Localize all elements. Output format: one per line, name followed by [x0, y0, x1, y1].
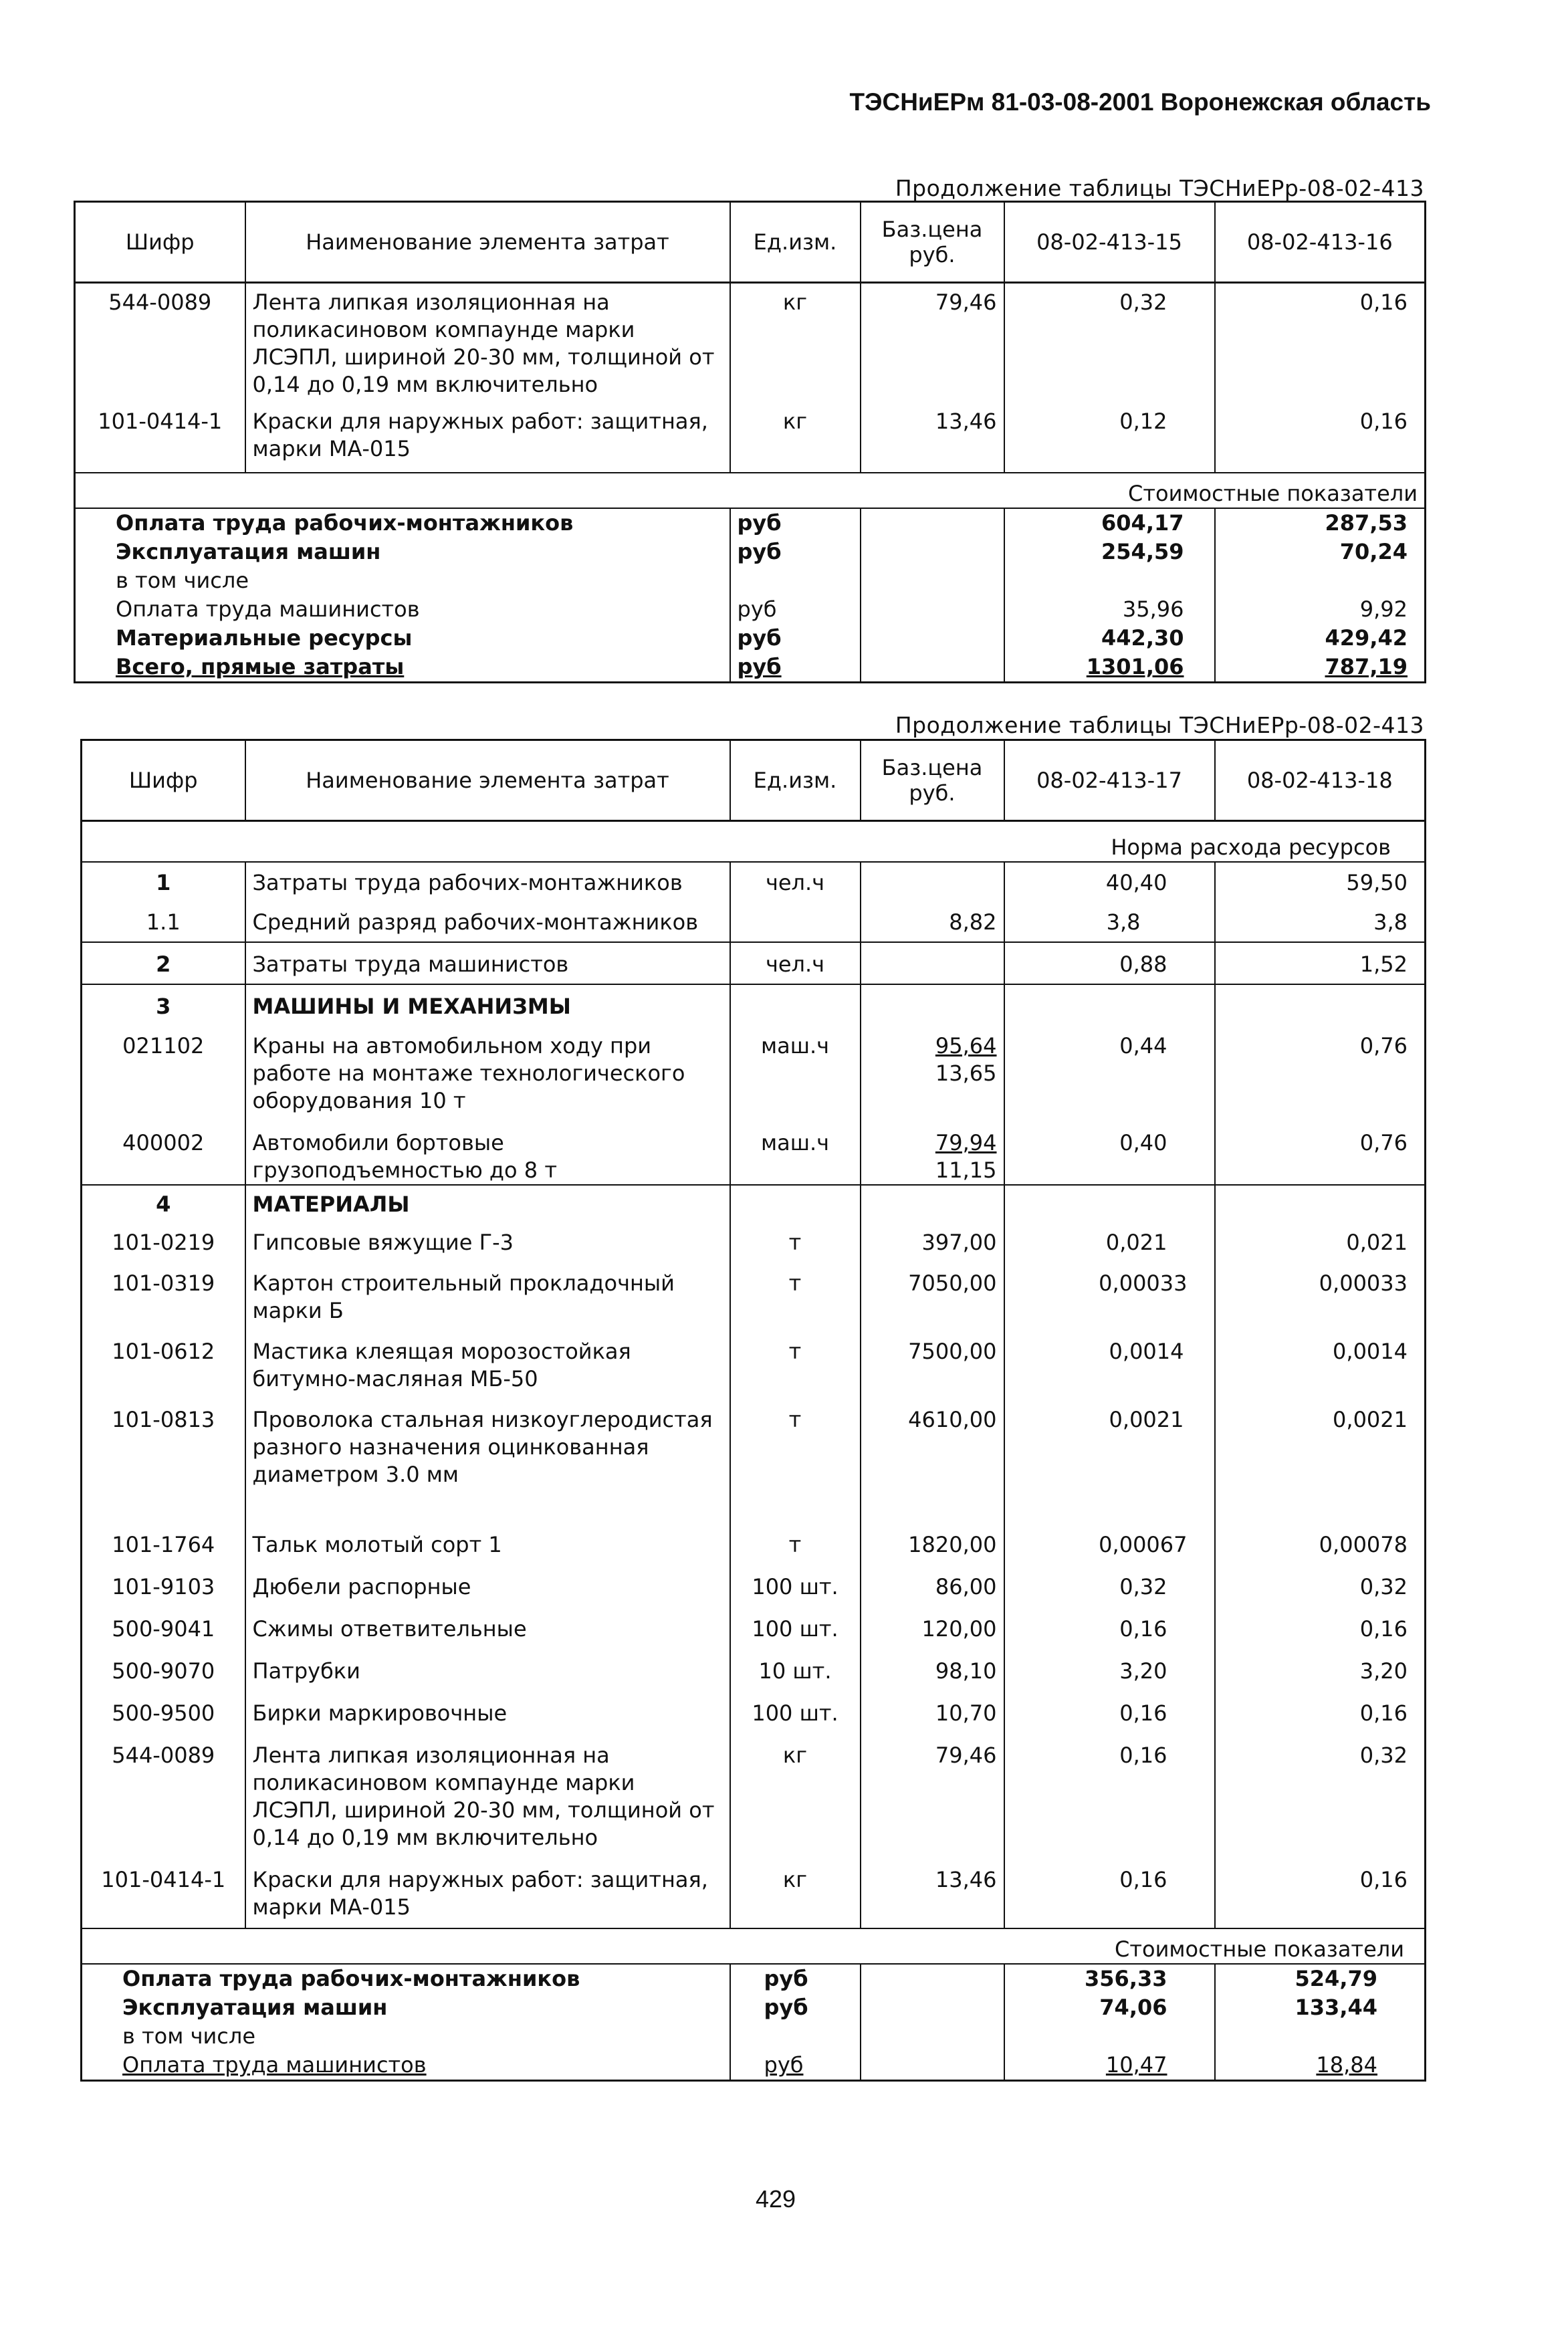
table-row: 3 МАШИНЫ И МЕХАНИЗМЫ: [82, 984, 1426, 1020]
summary-row: Эксплуатация машин руб 254,59 70,24: [75, 538, 1426, 566]
table-row: 500-9070 Патрубки 10 шт. 98,10 3,20 3,20: [82, 1643, 1426, 1685]
table-header-row: [75, 202, 1426, 283]
summary-row: Оплата труда рабочих-монтажников руб 604,17 287,53: [75, 508, 1426, 538]
table-row: 400002 Автомобили бортовые грузоподъемностью до 8 т маш.ч 79,94 11,15 0,40 0,76: [82, 1115, 1426, 1185]
table-row: 544-0089 Лента липкая изоляционная на поликасиновом компаунде марки ЛСЭПЛ, шириной 20-30 мм, толщиной от 0,14 до 0,19 мм включительно кг 79,46 0,16 0,32: [82, 1727, 1426, 1852]
page-title: ТЭСНиЕРм 81-03-08-2001 Воронежская область: [849, 88, 1431, 116]
table-row: 1 Затраты труда рабочих-монтажников чел.ч 40,40 59,50: [82, 862, 1426, 897]
summary-row: Всего, прямые затраты руб 1301,06 787,19: [75, 653, 1426, 683]
table-row: 101-0414-1 Краски для наружных работ: защитная, марки МА-015 кг 13,46 0,12 0,16: [75, 399, 1426, 473]
table-caption: Продолжение таблицы ТЭСНиЕРр-08-02-413: [895, 712, 1424, 738]
col-header-code: Шифр: [75, 202, 245, 283]
col-header-unit: Ед.изм.: [730, 740, 861, 821]
table-row: 101-0612 Мастика клеящая морозостойкая битумно-масляная МБ-50 т 7500,00 0,0014 0,0014: [82, 1325, 1426, 1393]
summary-row: Материальные ресурсы руб 442,30 429,42: [75, 624, 1426, 653]
col-header-price: [861, 202, 1004, 283]
table-row: 1.1 Средний разряд рабочих-монтажников 8,82 3,8 3,8: [82, 897, 1426, 942]
col-header-variant-a: 08-02-413-15: [1004, 202, 1215, 283]
table-row: 101-0319 Картон строительный прокладочный марки Б т 7050,00 0,00033 0,00033: [82, 1256, 1426, 1325]
table-header-row: [82, 740, 1426, 821]
table-row: 101-0219 Гипсовые вяжущие Г-3 т 397,00 0,021 0,021: [82, 1218, 1426, 1256]
col-header-variant-b: 08-02-413-18: [1215, 740, 1426, 821]
section-row: Норма расхода ресурсов: [82, 821, 1426, 863]
table-row: 4 МАТЕРИАЛЫ: [82, 1185, 1426, 1218]
table-caption: Продолжение таблицы ТЭСНиЕРр-08-02-413: [895, 175, 1424, 201]
col-header-price-line1: Баз.цена: [881, 755, 983, 780]
table-row: 2 Затраты труда машинистов чел.ч 0,88 1,52: [82, 942, 1426, 984]
resource-table-1: [74, 201, 1426, 683]
col-header-price-line1: Баз.цена: [881, 217, 983, 242]
col-header-price-line2: руб.: [909, 242, 956, 267]
table-row: 101-9103 Дюбели распорные 100 шт. 86,00 0,32 0,32: [82, 1559, 1426, 1601]
summary-row: Оплата труда рабочих-монтажников руб 356,33 524,79: [82, 1964, 1426, 1993]
table-row: 101-0414-1 Краски для наружных работ: защитная, марки МА-015 кг 13,46 0,16 0,16: [82, 1852, 1426, 1928]
page-number: 429: [755, 2185, 796, 2213]
section-row: Стоимостные показатели: [75, 473, 1426, 508]
col-header-name: Наименование элемента затрат: [245, 740, 730, 821]
summary-row: Оплата труда машинистов руб 35,96 9,92: [75, 595, 1426, 624]
summary-row: в том числе: [82, 2022, 1426, 2051]
col-header-price-line2: руб.: [909, 780, 956, 806]
table-row: 021102 Краны на автомобильном ходу при работе на монтаже технологического оборудования 10 т маш.ч 95,64 13,65 0,44 0,76: [82, 1020, 1426, 1115]
col-header-variant-b: 08-02-413-16: [1215, 202, 1426, 283]
summary-row: в том числе: [75, 566, 1426, 595]
table-row: 101-1764 Тальк молотый сорт 1 т 1820,00 0,00067 0,00078: [82, 1521, 1426, 1559]
table-row: 544-0089 Лента липкая изоляционная на поликасиновом компаунде марки ЛСЭПЛ, шириной 20-30 мм, толщиной от 0,14 до 0,19 мм включительно кг 79,46 0,32 0,16: [75, 283, 1426, 399]
resource-table-2: [80, 739, 1426, 2082]
col-header-variant-a: 08-02-413-17: [1004, 740, 1215, 821]
col-header-code: Шифр: [82, 740, 245, 821]
table-row: 500-9500 Бирки маркировочные 100 шт. 10,70 0,16 0,16: [82, 1685, 1426, 1727]
summary-row: Оплата труда машинистов руб 10,47 18,84: [82, 2051, 1426, 2081]
table-row: 500-9041 Сжимы ответвительные 100 шт. 120,00 0,16 0,16: [82, 1601, 1426, 1643]
summary-row: Эксплуатация машин руб 74,06 133,44: [82, 1993, 1426, 2022]
col-header-price: [861, 740, 1004, 821]
table-row: 101-0813 Проволока стальная низкоуглеродистая разного назначения оцинкованная диаметром 3.0 мм т 4610,00 0,0021 0,0021: [82, 1393, 1426, 1521]
col-header-unit: Ед.изм.: [730, 202, 861, 283]
col-header-name: Наименование элемента затрат: [245, 202, 730, 283]
section-row: Стоимостные показатели: [82, 1928, 1426, 1964]
